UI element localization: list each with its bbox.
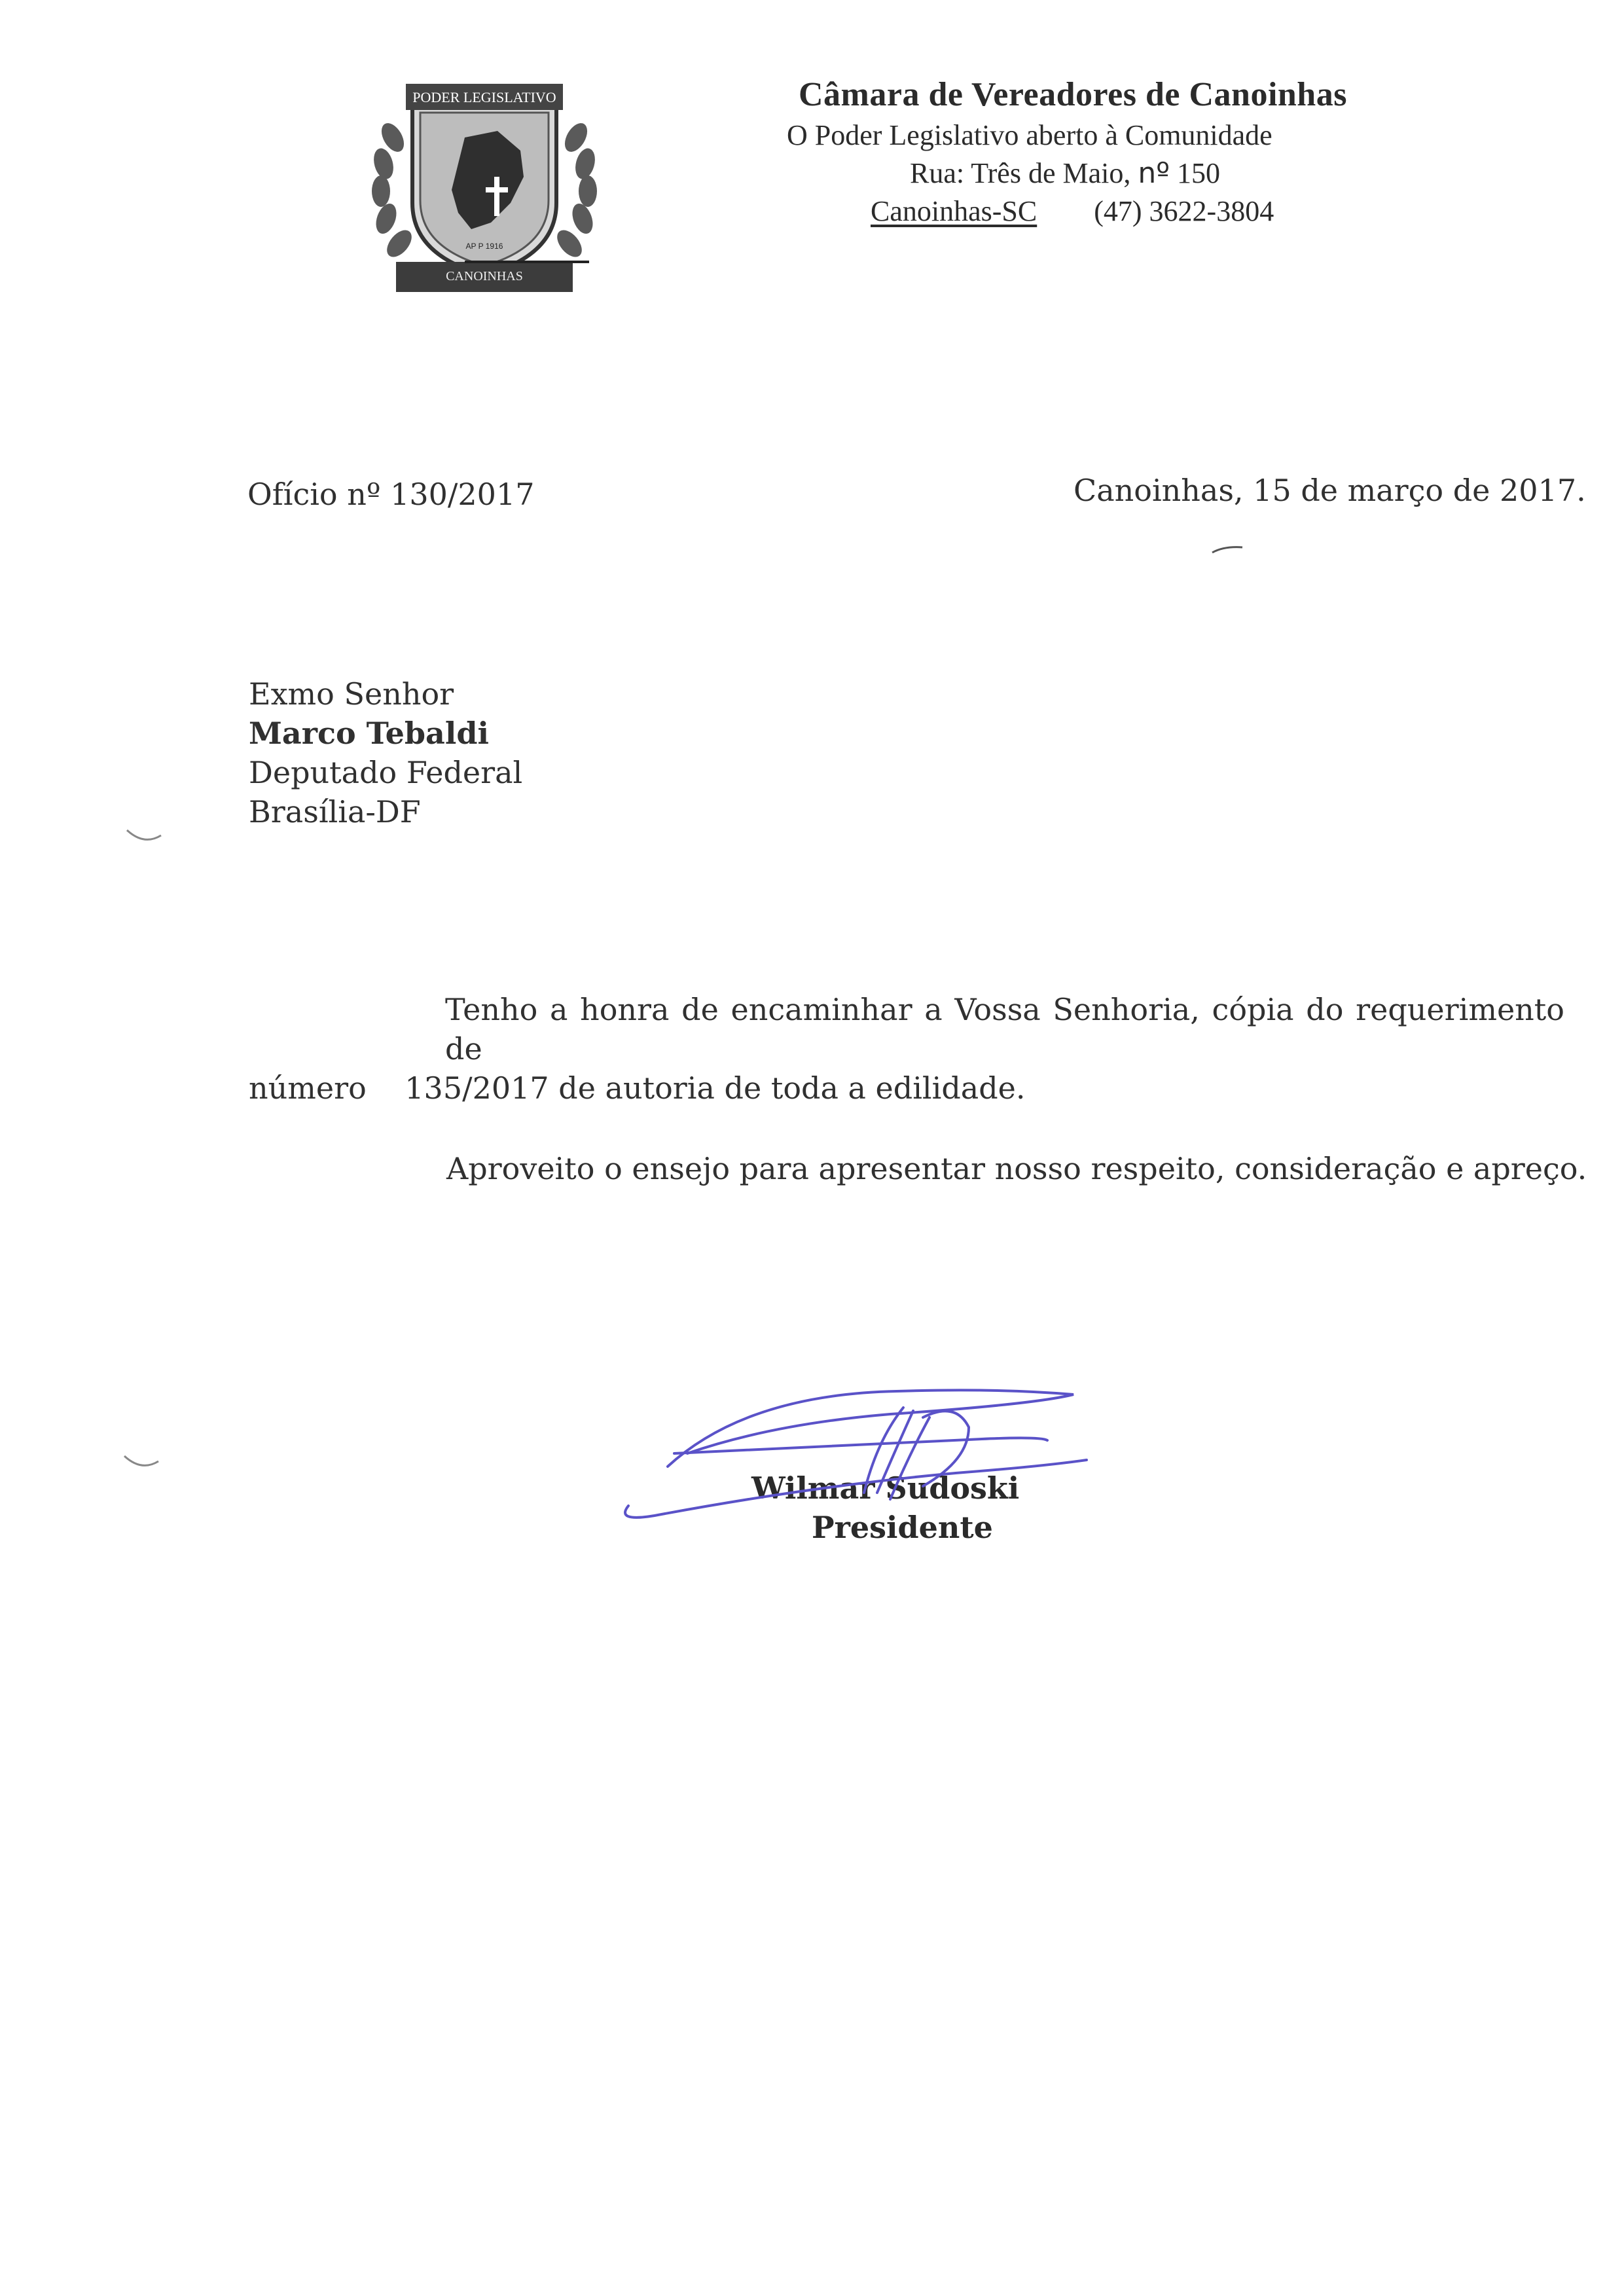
recipient-block xyxy=(249,674,522,831)
punch-hole-mark xyxy=(124,826,164,846)
svg-text:CANOINHAS: CANOINHAS xyxy=(446,269,523,283)
letter-date: Canoinhas, 15 de março de 2017. xyxy=(1074,473,1586,508)
handwritten-signature xyxy=(615,1355,1113,1552)
institution-address xyxy=(910,155,1381,192)
chamber-crest-logo xyxy=(367,65,602,301)
signatory-title: Presidente xyxy=(812,1510,993,1545)
laurel-left-icon xyxy=(370,119,416,261)
institution-name: Câmara de Vereadores de Canoinhas xyxy=(799,76,1347,113)
laurel-right-icon xyxy=(552,119,598,261)
svg-text:PODER LEGISLATIVO: PODER LEGISLATIVO xyxy=(412,89,556,105)
paragraph-1-word-numero: número xyxy=(249,1070,367,1106)
institution-contact xyxy=(871,192,1381,230)
body-paragraph-2: Aproveito o ensejo para apresentar nosso respeito, consideração e apreço. xyxy=(446,1151,1587,1186)
recipient-name: Marco Tebaldi xyxy=(249,716,489,751)
body-paragraph-1 xyxy=(249,990,1564,1108)
street-number: 150 xyxy=(1176,157,1220,189)
number-sign: nº xyxy=(1138,156,1170,190)
paragraph-1-line-2: 135/2017 de autoria de toda a edilidade. xyxy=(405,1070,1026,1106)
svg-text:AP P 1916: AP P 1916 xyxy=(465,242,503,251)
phone: (47) 3622-3804 xyxy=(1094,195,1274,227)
recipient-location: Brasília-DF xyxy=(249,794,421,829)
signatory-name: Wilmar Sudoski xyxy=(751,1470,1020,1506)
punch-hole-mark xyxy=(122,1452,161,1472)
stray-mark xyxy=(1211,543,1244,556)
salutation: Exmo Senhor xyxy=(249,676,454,712)
recipient-role: Deputado Federal xyxy=(249,755,523,790)
street: Rua: Três de Maio, xyxy=(910,157,1131,189)
oficio-number: Ofício nº 130/2017 xyxy=(247,477,535,512)
institution-slogan: O Poder Legislativo aberto à Comunidade xyxy=(787,119,1272,151)
paragraph-1-line-1: Tenho a honra de encaminhar a Vossa Senhoria, cópia do requerimento de xyxy=(445,992,1564,1066)
letterhead xyxy=(779,73,1381,230)
city: Canoinhas-SC xyxy=(871,195,1038,227)
